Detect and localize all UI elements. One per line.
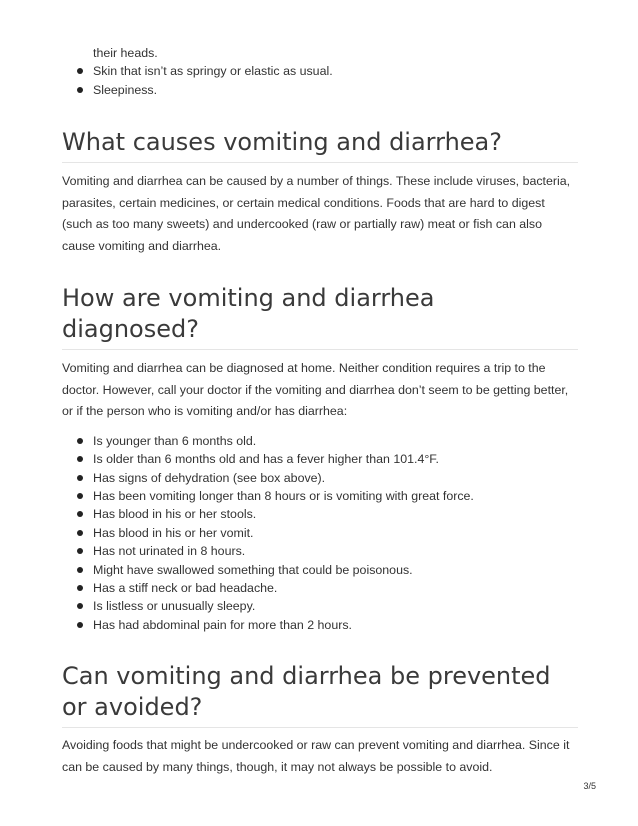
list-item: Is listless or unusually sleepy. — [62, 597, 578, 615]
bullet-icon — [77, 438, 83, 444]
list-item: Might have swallowed something that could be poisonous. — [62, 561, 578, 579]
section-paragraph-causes: Vomiting and diarrhea can be caused by a number of things. These include viruses, bacteria, parasites, certain medicines, or certain medical conditions. Foods that are hard to digest (such as too many sweets) and undercooked (raw or partially raw) meat or fish can also cause vomiting and diarrhea. — [62, 174, 571, 253]
section-paragraph-prevention: Avoiding foods that might be undercooked or raw can prevent vomiting and diarrhea. Since it can be caused by many things, though, it may not always be possible to avoid. — [62, 738, 570, 774]
list-item: Is older than 6 months old and has a fever higher than 101.4°F. — [62, 450, 578, 468]
section-heading-prevention — [62, 661, 578, 728]
list-item: Has blood in his or her vomit. — [62, 524, 578, 542]
list-item: Has been vomiting longer than 8 hours or is vomiting with great force. — [62, 487, 578, 505]
list-item: Skin that isn’t as springy or elastic as usual. — [62, 62, 578, 80]
section-heading-causes: What causes vomiting and diarrhea? — [62, 127, 578, 163]
document-page — [62, 0, 578, 778]
page-number: 3/5 — [583, 781, 596, 791]
list-item: Is younger than 6 months old. — [62, 432, 578, 450]
bullet-icon — [77, 475, 83, 481]
section-paragraph-diagnosed: Vomiting and diarrhea can be diagnosed at home. Neither condition requires a trip to the doctor. However, call your doctor if the vomiting and diarrhea don’t seem to be getting better, or if the person who is vomiting and/or has diarrhea: — [62, 361, 569, 419]
bullet-icon — [77, 530, 83, 536]
bullet-icon — [77, 87, 83, 93]
bullet-icon — [77, 603, 83, 609]
list-item: Has not urinated in 8 hours. — [62, 542, 578, 560]
intro-list — [62, 62, 578, 99]
section-heading-diagnosed: How are vomiting and diarrhea diagnosed? — [62, 283, 578, 350]
heading-line: Can vomiting and diarrhea be prevented — [62, 662, 551, 691]
list-item: Has a stiff neck or bad headache. — [62, 579, 578, 597]
bullet-icon — [77, 585, 83, 591]
bullet-icon — [77, 456, 83, 462]
list-item: Has blood in his or her stools. — [62, 505, 578, 523]
bullet-icon — [77, 68, 83, 74]
bullet-icon — [77, 511, 83, 517]
heading-line: or avoided? — [62, 693, 203, 722]
bullet-icon — [77, 567, 83, 573]
list-item: Sleepiness. — [62, 81, 578, 99]
bullet-icon — [77, 622, 83, 628]
list-item: Has had abdominal pain for more than 2 hours. — [62, 616, 578, 634]
bullet-icon — [77, 493, 83, 499]
list-item: Has signs of dehydration (see box above). — [62, 469, 578, 487]
list-continuation: their heads. — [93, 46, 158, 60]
doctor-criteria-list — [62, 432, 578, 634]
bullet-icon — [77, 548, 83, 554]
